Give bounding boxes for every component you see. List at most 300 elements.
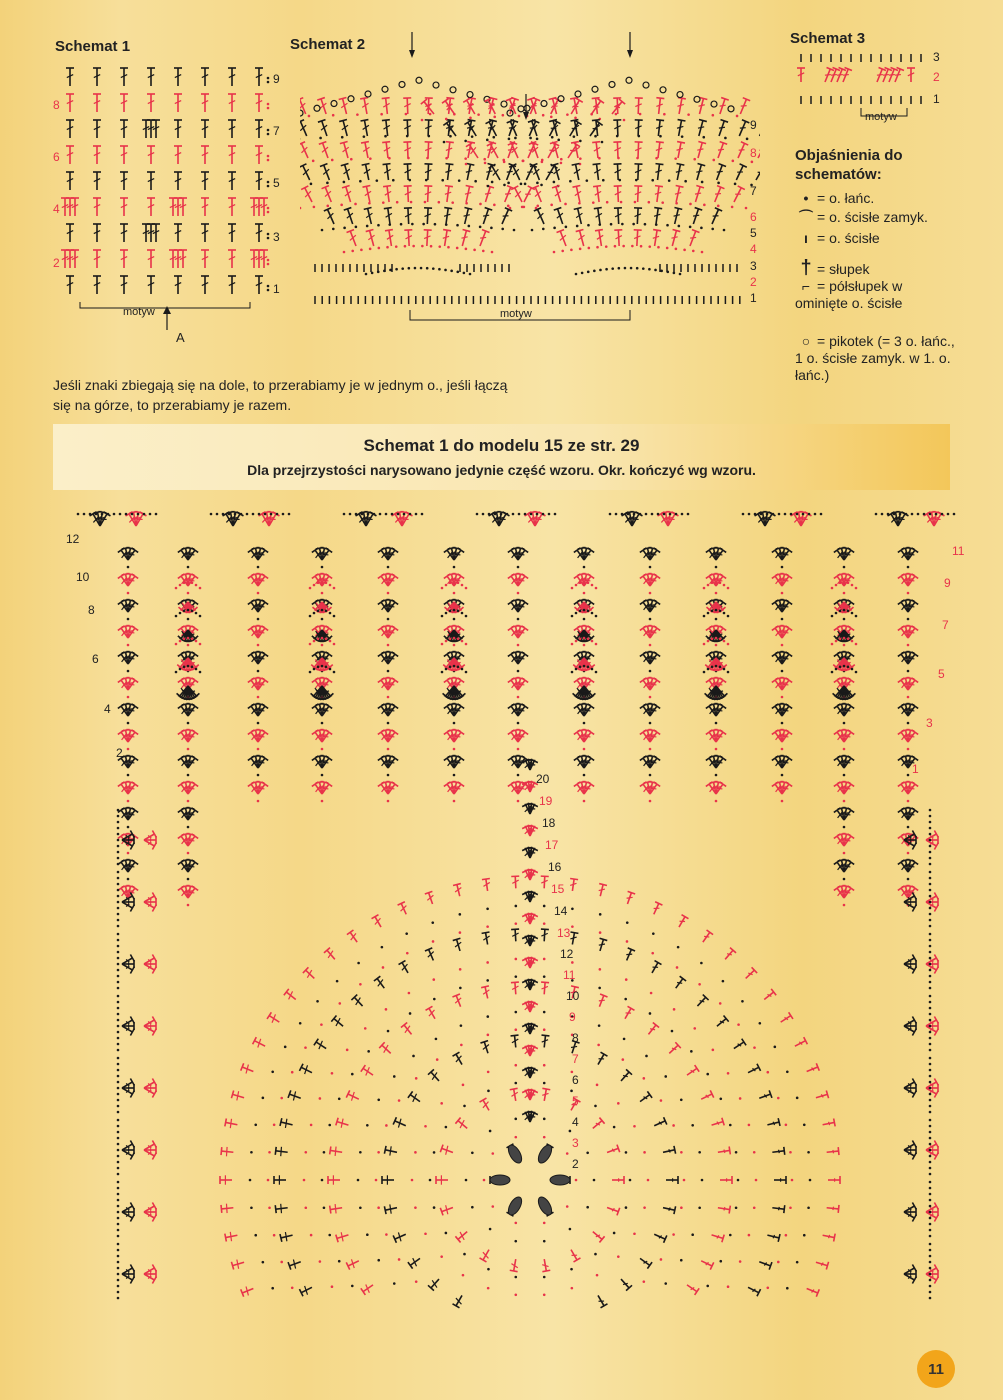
dc-top (588, 730, 595, 735)
dc-top (654, 652, 661, 657)
chain-dot (672, 1124, 675, 1127)
dc-bar (323, 580, 328, 581)
chain-dot (781, 696, 784, 699)
schemat3-row-1: 1 (933, 92, 940, 106)
chain-dot (421, 245, 424, 248)
dc-bar (845, 892, 850, 893)
chain-dot (420, 267, 423, 270)
dc-top (458, 626, 465, 631)
dc-top (192, 600, 199, 605)
chain-dot (723, 640, 726, 643)
chain-dot (267, 159, 270, 162)
chain-dot (715, 566, 718, 569)
dc-bar (323, 762, 328, 763)
dc-top (912, 626, 919, 631)
chain-dot (321, 592, 324, 595)
dc-top (326, 652, 333, 657)
chain-dot (386, 246, 389, 249)
chain-dot (669, 513, 672, 516)
dc-top (363, 186, 371, 188)
chain-dot (517, 748, 520, 751)
chain-dot (101, 513, 104, 516)
chain-dot (429, 113, 432, 116)
dc-top (341, 164, 349, 166)
picot-mark (416, 77, 422, 83)
chain-dot (257, 748, 260, 751)
pointer-arrowhead (163, 306, 171, 314)
dc-top (132, 782, 139, 787)
schemat3-row-2: 2 (933, 70, 940, 84)
chain-dot (127, 774, 130, 777)
chain-dot (199, 671, 202, 674)
dc-bar (651, 554, 656, 555)
chain-dot (257, 592, 260, 595)
chain-dot (117, 1149, 120, 1152)
chain-dot (929, 1037, 932, 1040)
schemat1-title: Schemat 1 (55, 38, 131, 55)
chain-dot (887, 513, 890, 516)
dc-top (542, 1270, 550, 1271)
dc-top (384, 1146, 386, 1154)
chain-dot (847, 638, 850, 641)
chain-dot (529, 137, 532, 140)
chain-dot (659, 135, 662, 138)
dc-mark (515, 188, 522, 202)
chain-dot (350, 158, 353, 161)
dc-top (786, 704, 793, 709)
chain-dot (401, 267, 404, 270)
chain-dot (489, 1228, 492, 1231)
dc-mark (638, 98, 639, 114)
chain-dot (321, 644, 324, 647)
chain-dot (191, 638, 194, 641)
chain-dot (383, 270, 386, 273)
dc-mark (758, 144, 760, 158)
chain-dot (571, 643, 574, 646)
chain-dot (414, 1206, 417, 1209)
dc-top (364, 208, 372, 210)
dc-top (588, 756, 595, 761)
dc-bar (129, 684, 134, 685)
dc-top (408, 1262, 413, 1268)
chain-dot (531, 229, 534, 232)
chain-dot (517, 696, 520, 699)
chain-dot (732, 160, 735, 163)
chain-dot (195, 668, 198, 671)
chain-dot (117, 963, 120, 966)
chain-dot (514, 137, 517, 140)
chain-dot (929, 845, 932, 848)
chain-dot (187, 800, 190, 803)
dc-bar (845, 658, 850, 659)
dc-mark (428, 120, 429, 136)
chain-dot (579, 666, 582, 669)
dc-top (595, 230, 603, 231)
dc-top (262, 548, 269, 553)
chain-dot (835, 640, 838, 643)
dc-bar (455, 580, 460, 581)
chain-dot (117, 1063, 120, 1066)
picot-mark (331, 101, 337, 107)
chain-dot (457, 666, 460, 669)
dc-top (444, 208, 452, 209)
chain-dot (355, 513, 358, 516)
dc-bar (845, 788, 850, 789)
chain-dot (456, 247, 459, 250)
chain-dot (360, 249, 363, 252)
chain-dot (117, 1025, 120, 1028)
chain-dot (117, 1279, 120, 1282)
chain-dot (267, 237, 270, 240)
dc-bar (259, 606, 264, 607)
chain-dot (929, 1099, 932, 1102)
dc-top (262, 600, 269, 605)
chain-dot (524, 513, 527, 516)
chain-dot (548, 513, 551, 516)
dc-top (192, 730, 199, 735)
dc-top (786, 652, 793, 657)
dc-top (656, 120, 664, 121)
chain-dot (907, 618, 910, 621)
chain-dot (579, 610, 582, 613)
dc-top (848, 652, 855, 657)
chain-dot (625, 1206, 628, 1209)
chain-dot (117, 1273, 120, 1276)
chain-dot (719, 666, 722, 669)
chain-dot (543, 1222, 546, 1225)
chain-dot (321, 618, 324, 621)
chain-dot (385, 513, 388, 516)
chain-dot (719, 582, 722, 585)
dc-mark (492, 166, 500, 180)
chain-dot (907, 748, 910, 751)
dc-bar (129, 606, 134, 607)
chain-dot (490, 227, 493, 230)
chain-dot (731, 206, 734, 209)
dc-mark (303, 166, 310, 180)
schemat1-motif-label: motyw (123, 306, 155, 318)
chain-dot (907, 852, 910, 855)
chain-dot (117, 1285, 120, 1288)
chain-dot (643, 1077, 646, 1080)
dc-top (326, 548, 333, 553)
chain-dot (321, 774, 324, 777)
schemat2-row-3: 3 (750, 259, 757, 273)
banner-subtitle: Dla przejrzystości narysowano jedynie część wzoru. Okr. kończyć wg wzoru. (247, 462, 756, 478)
chain-dot (711, 666, 714, 669)
chain-dot (503, 184, 506, 187)
half-double-icon: ⌐ (801, 278, 811, 294)
chain-dot (487, 1034, 490, 1037)
dc-top (654, 704, 661, 709)
schemat2-row-7: 7 (750, 184, 757, 198)
dc-top (408, 1091, 413, 1097)
chain-dot (881, 513, 884, 516)
chain-dot (573, 135, 576, 138)
chain-dot (700, 227, 703, 230)
dc-top (786, 782, 793, 787)
chain-dot (601, 141, 604, 144)
dc-top (674, 1206, 676, 1214)
chain-dot (117, 857, 120, 860)
chain-dot (493, 204, 496, 207)
chain-dot (377, 1098, 380, 1101)
dc-bar (480, 237, 486, 238)
chain-dot (465, 587, 468, 590)
dc-bar (389, 684, 394, 685)
dc-top (912, 782, 919, 787)
dc-mark (301, 143, 308, 158)
dc-bar (697, 149, 703, 150)
chain-dot (267, 155, 270, 158)
chain-dot (660, 270, 663, 273)
chain-dot (723, 229, 726, 232)
chain-dot (575, 584, 578, 587)
chain-dot (117, 1217, 120, 1220)
picot-mark (524, 105, 530, 111)
chain-dot (341, 136, 344, 139)
chain-dot (117, 1261, 120, 1264)
chain-dot (432, 267, 435, 270)
big-crochet-diagram (60, 500, 960, 1310)
chain-dot (723, 584, 726, 587)
chain-dot (445, 1232, 448, 1235)
dc-mark (617, 98, 618, 114)
chain-dot (117, 821, 120, 824)
chain-dot (117, 863, 120, 866)
chain-dot (325, 582, 328, 585)
chain-dot (631, 245, 634, 248)
chain-dot (77, 513, 80, 516)
chain-dot (117, 1013, 120, 1016)
dc-bar (783, 710, 788, 711)
chain-dot (329, 612, 332, 615)
chain-dot (117, 1173, 120, 1176)
dc-mark (427, 208, 428, 224)
chain-dot (648, 201, 651, 204)
chain-dot (391, 513, 394, 516)
chain-dot (359, 1151, 362, 1154)
chain-dot (321, 665, 324, 668)
chain-dot (127, 618, 130, 621)
chain-dot (611, 267, 614, 270)
chain-dot (651, 513, 654, 516)
chain-dot (518, 513, 521, 516)
chain-dot (929, 1181, 932, 1184)
chain-dot (929, 963, 932, 966)
chain-dot (252, 513, 255, 516)
dc-top (458, 782, 465, 787)
dc-top (522, 574, 529, 579)
chain-dot (512, 513, 515, 516)
chain-dot (649, 774, 652, 777)
chain-dot (367, 513, 370, 516)
chain-dot (672, 1233, 675, 1236)
chain-dot (433, 1206, 436, 1209)
chain-dot (257, 566, 260, 569)
chain-dot (387, 722, 390, 725)
picot-mark (728, 106, 734, 112)
chain-dot (587, 582, 590, 585)
dc-top (443, 230, 451, 231)
chain-dot (257, 800, 260, 803)
dc-bar (455, 762, 460, 763)
dc-bar (715, 194, 721, 195)
chain-dot (719, 638, 722, 641)
dc-top (588, 548, 595, 553)
dc-top (392, 678, 399, 683)
dc-bar (831, 75, 837, 76)
dc-mark (638, 120, 639, 136)
chain-dot (429, 1179, 432, 1182)
chain-dot (332, 114, 335, 117)
chain-dot (366, 1233, 369, 1236)
chain-dot (660, 1099, 663, 1102)
chain-dot (117, 1043, 120, 1046)
dc-bar (720, 105, 726, 106)
chain-dot (487, 1071, 490, 1074)
chain-dot (482, 513, 485, 516)
chain-dot (117, 1019, 120, 1022)
dc-bar (845, 684, 850, 685)
chain-dot (802, 513, 805, 516)
dc-top (383, 164, 391, 165)
chain-dot (575, 1179, 578, 1182)
chain-dot (586, 1151, 589, 1154)
chain-dot (387, 618, 390, 621)
chain-dot (668, 179, 671, 182)
dc-bar (189, 580, 194, 581)
chain-dot (843, 826, 846, 829)
chain-dot (524, 183, 527, 186)
chain-dot (462, 1274, 465, 1277)
chain-dot (649, 748, 652, 751)
picot-mark (592, 86, 598, 92)
slip-stitch-icon: ⌒ (799, 209, 813, 225)
dc-bar (909, 658, 914, 659)
dc-bar (717, 580, 722, 581)
dc-bar (717, 658, 722, 659)
chain-dot (847, 582, 850, 585)
dc-top (522, 626, 529, 631)
chain-dot (343, 227, 346, 230)
chain-dot (929, 1211, 932, 1214)
chain-dot (536, 138, 539, 141)
chain-dot (406, 135, 409, 138)
dc-bar (455, 736, 460, 737)
chain-dot (313, 640, 316, 643)
chain-dot (117, 1087, 120, 1090)
dc-bar (676, 171, 682, 173)
chain-dot (517, 592, 520, 595)
dc-top (132, 600, 139, 605)
chain-dot (317, 610, 320, 613)
chain-dot (175, 615, 178, 618)
chain-dot (187, 878, 190, 881)
chain-dot (643, 1151, 646, 1154)
schemat2-row-4: 4 (750, 242, 757, 256)
chain-dot (560, 162, 563, 165)
chain-dot (727, 587, 730, 590)
chain-dot (929, 907, 932, 910)
dc-mark (408, 164, 409, 180)
chain-dot (622, 1058, 625, 1061)
chain-dot (579, 248, 582, 251)
chain-dot (117, 845, 120, 848)
chain-dot (441, 671, 444, 674)
dc-bar (845, 554, 850, 555)
chain-dot (680, 1098, 683, 1101)
chain-dot (117, 1211, 120, 1214)
chain-dot (675, 513, 678, 516)
picot-mark (450, 87, 456, 93)
chain-dot (831, 671, 834, 674)
dc-bar (717, 171, 723, 172)
dc-bar (129, 814, 134, 815)
chain-dot (117, 1049, 120, 1052)
dc-bar (783, 658, 788, 659)
dc-top (676, 186, 684, 188)
chain-dot (698, 1151, 701, 1154)
chain-dot (591, 668, 594, 671)
dc-top (786, 600, 793, 605)
dc-bar (389, 554, 394, 555)
legend-item-double (795, 257, 870, 279)
chain-dot (570, 1090, 573, 1093)
schemat1-row-6: 6 (53, 150, 60, 164)
dc-bar (651, 710, 656, 711)
dc-top (446, 120, 454, 121)
chain-dot (687, 513, 690, 516)
chain-dot (329, 640, 332, 643)
dc-top (700, 98, 708, 100)
chain-dot (583, 644, 586, 647)
chain-dot (666, 247, 669, 250)
dc-bar (301, 147, 307, 153)
dc-top (912, 652, 919, 657)
chain-dot (457, 582, 460, 585)
dc-bar (259, 684, 264, 685)
chain-dot (389, 269, 392, 272)
chain-dot (343, 513, 346, 516)
dc-top (848, 834, 855, 839)
chain-dot (587, 271, 590, 274)
dc-bar (651, 762, 656, 763)
chain-dot (929, 1249, 932, 1252)
dc-top (786, 574, 793, 579)
dc-top (384, 1206, 386, 1214)
chain-dot (929, 1279, 932, 1282)
dc-top (392, 626, 399, 631)
dc-bar (466, 171, 472, 173)
dc-top (192, 626, 199, 631)
dc-bar (671, 237, 677, 238)
chain-dot (387, 696, 390, 699)
chain-dot (599, 269, 602, 272)
chain-dot (491, 251, 494, 254)
chain-dot (117, 1125, 120, 1128)
chain-dot (598, 223, 601, 226)
picot-mark (433, 82, 439, 88)
chain-dot (267, 77, 270, 80)
chain-dot (377, 1259, 380, 1262)
chain-dot (649, 800, 652, 803)
chain-dot (503, 161, 506, 164)
chain-dot (321, 748, 324, 751)
dc-top (653, 230, 661, 231)
dc-bar (129, 866, 134, 867)
legend-item-slip (795, 209, 928, 226)
